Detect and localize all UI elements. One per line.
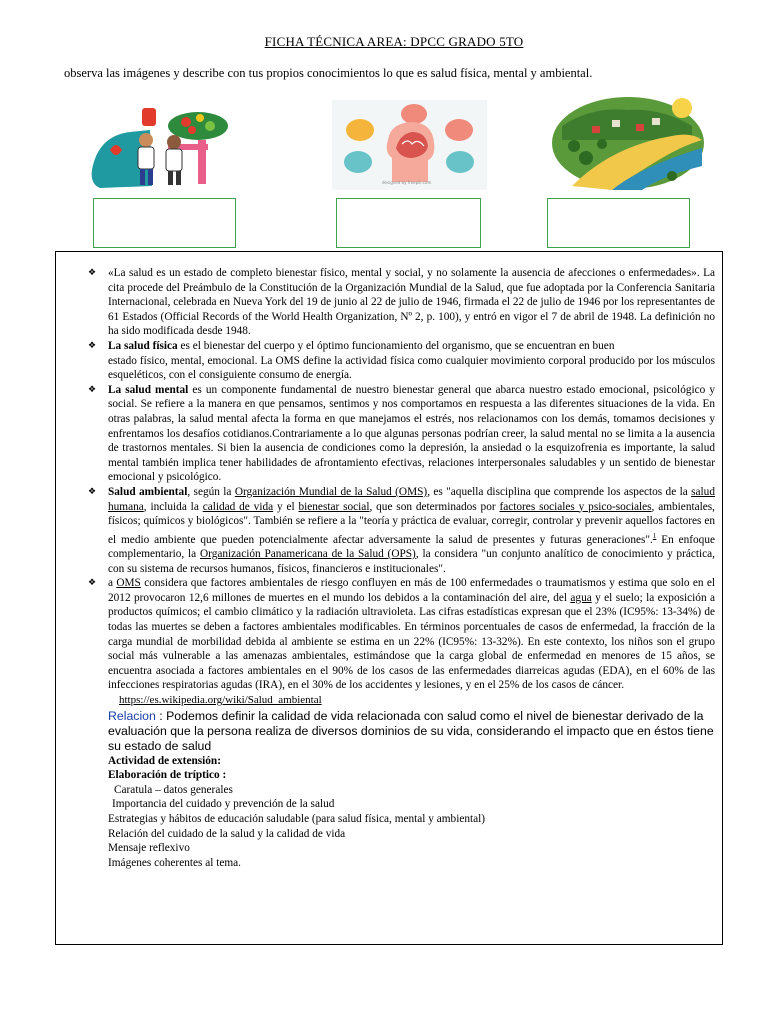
physical-health-term: La salud física xyxy=(108,339,178,352)
diamond-bullet-icon: ❖ xyxy=(88,384,97,395)
content-body xyxy=(88,266,715,870)
link-salud-humana[interactable]: salud humana xyxy=(108,485,715,513)
environmental-health-landscape-illustration xyxy=(552,96,707,186)
list-item xyxy=(88,339,715,383)
environmental-health-term: Salud ambiental xyxy=(108,485,188,498)
text-fragment: considera que factores ambientales de riesgo confluyen en más de 100 enfermedades o traumatismos y estima que solo en el 2012 provocaron 12,6 millones de muertes en el mundo los debidos a la contaminación del aire, del xyxy=(108,577,716,604)
text-fragment: y el suelo; la exposición a productos químicos; el cambio climático y la radiación ultravioleta. Las cifras estadísticas expresan que el 23% (IC95%: 13-34%) de todas las muertes se deben a factores ambientales modificables. En términos porcentuales de casos de enfermedad, la fracción de la carga mundial de morbilidad debida al ambiente se estima en un 22% (IC95%: 13-32%). En este contexto, los niños son el grupo social más vulnerable a las amenazas ambientales, estimándose que la carga global de enfermedad en menores de 15 años, se encuentra asociada a factores ambientales en el 90% de los casos de las enfermedades diarreicas agudas (EDA), en el 60% de las infecciones respiratorias agudas (IRA), en el 30% de los accidentes y lesiones, y en el 25% de los casos de cáncer. xyxy=(108,591,716,692)
extension-line: Relación del cuidado de la salud y la calidad de vida xyxy=(108,827,346,840)
link-agua[interactable]: agua xyxy=(570,591,592,604)
answer-box-mental[interactable] xyxy=(336,198,481,248)
diamond-bullet-icon: ❖ xyxy=(88,578,97,589)
text-fragment: , según la xyxy=(187,485,235,498)
source-url-link[interactable]: https://es.wikipedia.org/wiki/Salud_ambiental xyxy=(119,693,322,706)
physical-health-illustration xyxy=(90,100,240,196)
answer-box-physical[interactable] xyxy=(93,198,236,248)
extension-line: Caratula – datos generales xyxy=(114,783,233,796)
physical-health-text-cont: estado físico, mental, emocional. La OMS define la actividad física como cualquier movimiento corporal producido por los músculos esqueléticos, con el consiguiente consumo de energía. xyxy=(108,354,715,382)
image-caption: designed by freepik.com xyxy=(382,180,432,185)
link-ops[interactable]: Organización Panamericana de la Salud (OPS) xyxy=(200,548,416,561)
text-fragment: , que son determinados por xyxy=(369,500,500,513)
text-fragment: , la considera "un conjunto analítico de conocimiento y práctica, con su sistema de recursos humanos, físicos, financieros e institucionales". xyxy=(108,548,716,575)
who-definition-text: «La salud es un estado de completo bienestar físico, mental y social, y no solamente la ausencia de afecciones o enfermedades». La cita procede del Preámbulo de la Constitución de la Organización Mundial de la Salud, que fue adoptada por la Conferencia Sanitaria Internacional, celebrada en Nueva York del 19 de junio al 22 de julio de 1946, firmada el 22 de julio de 1946 por los representantes de 61 Estados (Official Records of the World Health Organization, Nº 2, p. 100), y entró en vigor el 7 de abril de 1948. La definición no ha sido modificada desde 1948. xyxy=(108,267,715,338)
mental-health-text: es un componente fundamental de nuestro bienestar general que abarca nuestro estado emocional, psicológico y social. Se refiere a la manera en que pensamos, sentimos y nos comportamos en respuesta a las diferentes situaciones de la vida. En otras palabras, la salud mental afecta la forma en que manejamos el estrés, nos relacionamos con los demás, tomamos decisiones y enfrentamos los desafíos cotidianos.Contrariamente a lo que algunas personas podrían creer, la salud mental no se limita a la ausencia de trastornos mentales. Si bien la ausencia de condiciones como la depresión, la ansiedad o la esquizofrenia es importante, la salud mental también implica tener habilidades de afrontamiento efectivas, relaciones interpersonales saludables y un sentido de bienestar emocional y psicológico. xyxy=(108,383,715,484)
diamond-bullet-icon: ❖ xyxy=(88,340,97,351)
text-fragment: , ambientales, físicos; químicos y biológicos". También se refiere a la "teoría y práctica de evaluar, corregir, controlar y prevenir aquellos factores en el medio ambiente que pueden potencialmente afectar adversamente la salud de presentes y futuras generaciones". xyxy=(108,500,715,546)
link-calidad-de-vida[interactable]: calidad de vida xyxy=(202,500,274,513)
link-oms[interactable]: Organización Mundial de la Salud (OMS) xyxy=(234,485,428,498)
relacion-label: Relacion xyxy=(108,708,156,723)
mental-health-term: La salud mental xyxy=(108,383,189,396)
text-fragment: , incluida la xyxy=(143,500,203,513)
relacion-text: : Podemos definir la calidad de vida relacionada con salud como el nivel de bienestar derivado de la evaluación que la persona realiza de diversos dominios de su vida, considerando el impacto que en éstos tiene su estado de salud xyxy=(108,708,714,753)
answer-box-environmental[interactable] xyxy=(547,198,690,248)
extension-heading: Actividad de extensión: xyxy=(108,754,221,767)
text-fragment: En enfoque complementario, la xyxy=(108,533,715,561)
physical-health-text: es el bienestar del cuerpo y el óptimo funcionamiento del organismo, que se encuentran en buen xyxy=(177,339,615,352)
text-fragment: y el xyxy=(273,500,299,513)
mental-health-brain-illustration xyxy=(332,100,487,190)
source-url-line xyxy=(88,693,715,708)
footnote-ref[interactable]: 1 xyxy=(652,531,657,540)
list-item xyxy=(88,266,715,339)
instruction-text: observa las imágenes y describe con tus propios conocimientos lo que es salud física, mental y ambiental. xyxy=(64,66,593,80)
extension-line: Mensaje reflexivo xyxy=(108,842,190,855)
link-factores-sociales[interactable]: factores sociales y psico-sociales xyxy=(499,500,652,513)
extension-line: Importancia del cuidado y prevención de la salud xyxy=(112,798,335,811)
diamond-bullet-icon: ❖ xyxy=(88,486,97,497)
list-item xyxy=(88,485,715,576)
diamond-bullet-icon: ❖ xyxy=(88,268,97,278)
list-item xyxy=(88,576,715,693)
relacion-paragraph xyxy=(88,709,715,754)
text-fragment: , es "aquella disciplina que comprende los aspectos de la xyxy=(427,485,692,498)
link-bienestar-social[interactable]: bienestar social xyxy=(298,500,370,513)
link-oms-2[interactable]: OMS xyxy=(116,577,141,590)
extension-line: Estrategias y hábitos de educación saludable (para salud física, mental y ambiental) xyxy=(108,812,486,825)
extension-line: Imágenes coherentes al tema. xyxy=(108,856,241,869)
text-fragment: a xyxy=(108,577,117,590)
extension-subheading: Elaboración de tríptico : xyxy=(108,769,227,782)
page-title: FICHA TÉCNICA AREA: DPCC GRADO 5TO xyxy=(264,34,524,49)
list-item xyxy=(88,383,715,485)
